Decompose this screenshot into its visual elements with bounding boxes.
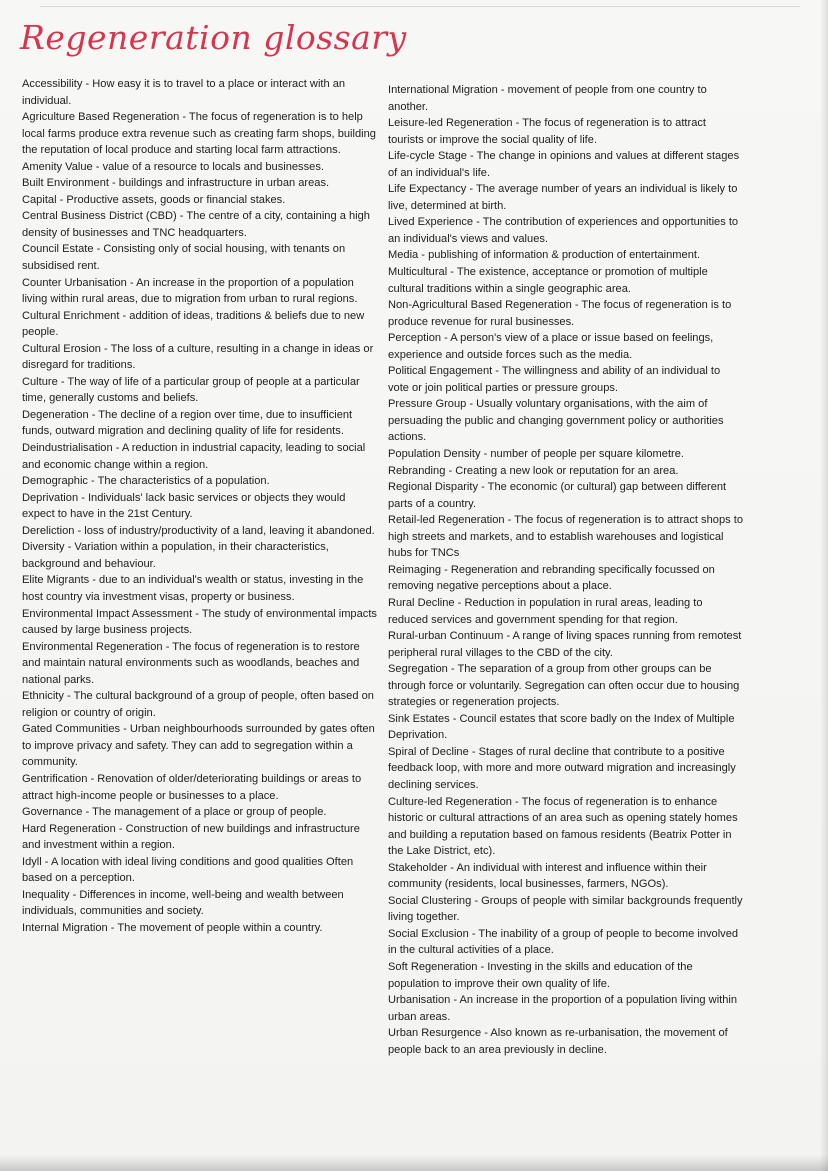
glossary-entry: Degeneration - The decline of a region over time, due to insufficient funds, outward migration and declining quality of life for residents.: [22, 408, 353, 438]
glossary-entry: Idyll - A location with ideal living conditions and good qualities Often based on a perception.: [22, 855, 354, 885]
glossary-entry: Hard Regeneration - Construction of new buildings and infrastructure and investment within a region.: [22, 822, 360, 852]
glossary-entry: Lived Experience - The contribution of experiences and opportunities to an individual's views and values.: [388, 216, 739, 245]
glossary-entry: Multicultural - The existence, acceptance or promotion of multiple cultural traditions within a single geographic area.: [388, 266, 708, 295]
glossary-entry: Social Clustering - Groups of people with similar backgrounds frequently living together.: [388, 894, 743, 924]
glossary-entry: Inequality - Differences in income, well-being and wealth between individuals, communities and society.: [22, 888, 344, 918]
glossary-entry: Soft Regeneration - Investing in the skills and education of the population to improve their own quality of life.: [388, 960, 693, 990]
glossary-entry: Council Estate - Consisting only of social housing, with tenants on subsidised rent.: [22, 243, 346, 273]
glossary-entry: Rural-urban Continuum - A range of living spaces running from remotest peripheral rural villages to the CBD of the city.: [388, 630, 742, 659]
glossary-entry: Non-Agricultural Based Regeneration - The focus of regeneration is to produce revenue for rural businesses.: [388, 299, 732, 328]
glossary-entry: Cultural Enrichment - addition of ideas, traditions & beliefs due to new people.: [22, 309, 365, 339]
glossary-entry: Capital - Productive assets, goods or financial stakes.: [22, 193, 286, 206]
glossary-entry: Built Environment - buildings and infrastructure in urban areas.: [22, 177, 330, 190]
glossary-entry: International Migration - movement of people from one country to another.: [388, 84, 707, 113]
top-rule: [40, 6, 800, 7]
glossary-entry: Leisure-led Regeneration - The focus of regeneration is to attract tourists or improve the social quality of life.: [388, 117, 706, 146]
glossary-entry: Governance - The management of a place or group of people.: [22, 806, 327, 819]
glossary-entry: Gated Communities - Urban neighbourhoods surrounded by gates often to improve privacy and safety. They can add to segregation within a community.: [22, 723, 375, 769]
glossary-entry: Regional Disparity - The economic (or cultural) gap between different parts of a country.: [388, 481, 727, 510]
glossary-entry: Spiral of Decline - Stages of rural decline that contribute to a positive feedback loop, with more and more outward migration and increasingly declining services.: [388, 745, 736, 791]
glossary-entry: Accessibility - How easy it is to travel to a place or interact with an individual.: [22, 78, 346, 107]
glossary-entry: Deindustrialisation - A reduction in industrial capacity, leading to social and economic change within a region.: [22, 442, 366, 471]
glossary-entry: Media - publishing of information & production of entertainment.: [388, 249, 701, 262]
page-edge-shadow: [820, 0, 828, 1171]
glossary-entry: Reimaging - Regeneration and rebranding specifically focussed on removing negative perceptions about a place.: [388, 563, 715, 593]
page-title: Regeneration glossary: [20, 18, 407, 57]
glossary-entry: Environmental Impact Assessment - The study of environmental impacts caused by large business projects.: [22, 607, 377, 637]
glossary-entry: Ethnicity - The cultural background of a group of people, often based on religion or country of origin.: [22, 690, 374, 719]
glossary-left-column: [22, 76, 378, 936]
glossary-entry: Amenity Value - value of a resource to locals and businesses.: [22, 160, 324, 173]
glossary-entry: Social Exclusion - The inability of a group of people to become involved in the cultural activities of a place.: [388, 927, 739, 957]
glossary-entry: Sink Estates - Council estates that score badly on the Index of Multiple Deprivation.: [388, 712, 735, 742]
glossary-entry: Deprivation - Individuals' lack basic services or objects they would expect to have in the 21st Century.: [22, 491, 346, 521]
glossary-entry: Environmental Regeneration - The focus of regeneration is to restore and maintain natural environments such as woodlands, beaches and national parks.: [22, 640, 360, 686]
glossary-entry: Population Density - number of people per square kilometre.: [388, 448, 684, 461]
glossary-entry: Culture-led Regeneration - The focus of regeneration is to enhance historic or cultural attractions of an area such as opening stately homes and building a reputation based on famous residents (Beatrix Potter in the Lake District, etc).: [388, 795, 738, 858]
glossary-entry: Elite Migrants - due to an individual's wealth or status, investing in the host country via investment visas, property or business.: [22, 574, 364, 603]
glossary-entry: Counter Urbanisation - An increase in the proportion of a population living within rural areas, due to migration from urban to rural regions.: [22, 276, 358, 306]
glossary-entry: Retail-led Regeneration - The focus of regeneration is to attract shops to high streets and markets, and to establish warehouses and logistical hubs for TNCs: [388, 514, 743, 560]
glossary-entry: Perception - A person's view of a place or issue based on feelings, experience and outside forces such as the media.: [388, 332, 714, 361]
glossary-entry: Demographic - The characteristics of a population.: [22, 475, 270, 488]
glossary-entry: Internal Migration - The movement of people within a country.: [22, 921, 323, 934]
glossary-entry: Rebranding - Creating a new look or reputation for an area.: [388, 464, 679, 477]
glossary-entry: Central Business District (CBD) - The centre of a city, containing a high density of businesses and TNC headquarters.: [22, 210, 370, 239]
glossary-entry: Political Engagement - The willingness and ability of an individual to vote or join political parties or pressure groups.: [388, 365, 721, 394]
glossary-entry: Gentrification - Renovation of older/deteriorating buildings or areas to attract high-income people or businesses to a place.: [22, 772, 362, 802]
glossary-entry: Rural Decline - Reduction in population in rural areas, leading to reduced services and government spending for that region.: [388, 596, 703, 626]
glossary-entry: Agriculture Based Regeneration - The focus of regeneration is to help local farms produce extra revenue such as creating farm shops, building the reputation of local produce and starting local farm attractions.: [22, 111, 376, 157]
glossary-entry: Cultural Erosion - The loss of a culture, resulting in a change in ideas or disregard for traditions.: [22, 342, 374, 372]
glossary-entry: Culture - The way of life of a particular group of people at a particular time, generally customs and beliefs.: [22, 375, 360, 405]
glossary-entry: Urban Resurgence - Also known as re-urbanisation, the movement of people back to an area previously in decline.: [388, 1027, 728, 1056]
glossary-entry: Pressure Group - Usually voluntary organisations, with the aim of persuading the public and changing government policy or authorities actions.: [388, 398, 724, 444]
glossary-entry: Stakeholder - An individual with interest and influence within their community (residents, local businesses, farmers, NGOs).: [388, 861, 707, 891]
glossary-entry: Life Expectancy - The average number of years an individual is likely to live, determined at birth.: [388, 183, 738, 212]
glossary-right-column: [388, 82, 744, 1058]
glossary-entry: Segregation - The separation of a group from other groups can be through force or voluntarily. Segregation can often occur due to housing strategies or regeneration projects.: [388, 663, 740, 709]
glossary-entry: Diversity - Variation within a population, in their characteristics, background and behaviour.: [22, 541, 329, 570]
page-bottom-shadow: [0, 1155, 828, 1171]
glossary-entry: Life-cycle Stage - The change in opinions and values at different stages of an individual's life.: [388, 150, 740, 179]
glossary-entry: Urbanisation - An increase in the proportion of a population living within urban areas.: [388, 994, 738, 1023]
glossary-entry: Dereliction - loss of industry/productivity of a land, leaving it abandoned.: [22, 524, 375, 537]
